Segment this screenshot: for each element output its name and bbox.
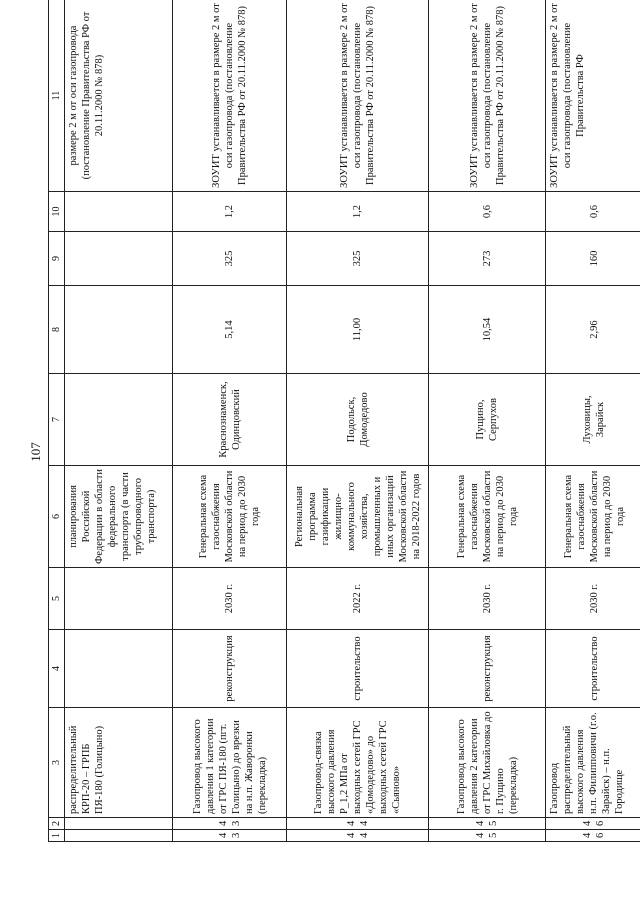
gas-pipeline-table	[48, 0, 640, 842]
cell-work-type: строительство	[287, 630, 429, 708]
col-number-3: 3	[49, 708, 65, 818]
col-number-5: 5	[49, 568, 65, 630]
cell-diameter: 325	[173, 232, 287, 286]
table-row	[546, 0, 640, 842]
cell-work-type: строительство	[546, 630, 640, 708]
cell-zone: ЗОУИТ устанавливается в размере 2 м от оси газопровода (постановление Правительства РФ от 20.11.2000 № 878)	[173, 0, 287, 192]
table-row-continuation	[65, 0, 173, 842]
cell-object-number: 44	[287, 818, 429, 830]
cell-location: Луховицы, Зарайск	[546, 374, 640, 466]
cell-object-name: Газопровод высокого давления 2 категории от ГРС Михайловка до г. Пущино (перекладка)	[429, 708, 546, 818]
cell-pressure: 1,2	[173, 192, 287, 232]
col-number-4: 4	[49, 630, 65, 708]
cell-object-name: Газопровод распределительный высокого давления н.п. Филипповичи (г.о. Зарайск) – н.п. Городище	[546, 708, 640, 818]
col-number-2: 2	[49, 818, 65, 830]
rotated-table-container	[48, 0, 640, 842]
table-row	[429, 0, 546, 842]
cell-9	[65, 232, 173, 286]
cell-object-name: Газопровод-связка высокого давления Р_1,2 МПа от выходных сетей ГРС «Домодедово» до выходных сетей ГРС «Сьяново»	[287, 708, 429, 818]
col-number-8: 8	[49, 286, 65, 374]
cell-pressure: 0,6	[429, 192, 546, 232]
col-number-10: 10	[49, 192, 65, 232]
col-number-9: 9	[49, 232, 65, 286]
cell-basis: планирования Российской Федерации в области федерального транспорта (в части трубопроводного транспорта)	[65, 466, 173, 568]
cell-basis: Генеральная схема газоснабжения Московской области на период до 2030 года	[429, 466, 546, 568]
cell-basis: Генеральная схема газоснабжения Московской области на период до 2030 года	[173, 466, 287, 568]
cell-zone: ЗОУИТ устанавливается в размере 2 м от оси газопровода (постановление Правительства РФ от 20.11.2000 № 878)	[287, 0, 429, 192]
cell-length: 11,00	[287, 286, 429, 374]
cell-diameter: 160	[546, 232, 640, 286]
cell-zone: размере 2 м от оси газопровода (постановление Правительства РФ от 20.11.2000 № 878)	[65, 0, 173, 192]
cell-zone: ЗОУИТ устанавливается в размере 2 м от оси газопровода (постановление Правительства РФ	[546, 0, 640, 192]
cell-location: Краснознаменск, Одинцовский	[173, 374, 287, 466]
cell-basis: Региональная программа газификации жилищно-коммунального хозяйства, промышленных и иных организаций Московской области на 2018-2022 годов	[287, 466, 429, 568]
cell-1	[65, 830, 173, 842]
cell-deadline: 2022 г.	[287, 568, 429, 630]
cell-4	[65, 630, 173, 708]
column-number-row	[49, 0, 65, 842]
cell-object-number: 45	[429, 818, 546, 830]
cell-2	[65, 818, 173, 830]
cell-basis: Генеральная схема газоснабжения Московской области на период до 2030 года	[546, 466, 640, 568]
cell-length: 5,14	[173, 286, 287, 374]
cell-row-number: 45	[429, 830, 546, 842]
cell-zone: ЗОУИТ устанавливается в размере 2 м от оси газопровода (постановление Правительства РФ от 20.11.2000 № 878)	[429, 0, 546, 192]
cell-row-number: 43	[173, 830, 287, 842]
cell-object-number: 43	[173, 818, 287, 830]
cell-row-number: 44	[287, 830, 429, 842]
col-number-1: 1	[49, 830, 65, 842]
cell-deadline: 2030 г.	[429, 568, 546, 630]
cell-object-name: распределительный КРП-20 – ГРПБ ПЯ-180 (Голицыно)	[65, 708, 173, 818]
cell-diameter: 273	[429, 232, 546, 286]
cell-length: 2,96	[546, 286, 640, 374]
table-row	[287, 0, 429, 842]
cell-deadline: 2030 г.	[546, 568, 640, 630]
cell-row-number: 46	[546, 830, 640, 842]
cell-location: Подольск, Домодедово	[287, 374, 429, 466]
cell-length: 10,54	[429, 286, 546, 374]
cell-object-name: Газопровод высокого давления 1 категории от ГРС ПЯ-180 (пгт. Голицыно) до врезки на н.п. Жаворонки (перекладка)	[173, 708, 287, 818]
col-number-7: 7	[49, 374, 65, 466]
col-number-11: 11	[49, 0, 65, 192]
cell-pressure: 0,6	[546, 192, 640, 232]
cell-work-type: реконструкция	[429, 630, 546, 708]
cell-10	[65, 192, 173, 232]
cell-work-type: реконструкция	[173, 630, 287, 708]
page-number: 107	[28, 442, 43, 462]
table-row	[173, 0, 287, 842]
col-number-6: 6	[49, 466, 65, 568]
cell-object-number: 46	[546, 818, 640, 830]
cell-location: Пущино, Серпухов	[429, 374, 546, 466]
cell-8	[65, 286, 173, 374]
cell-5	[65, 568, 173, 630]
cell-deadline: 2030 г.	[173, 568, 287, 630]
cell-diameter: 325	[287, 232, 429, 286]
cell-7	[65, 374, 173, 466]
cell-pressure: 1,2	[287, 192, 429, 232]
